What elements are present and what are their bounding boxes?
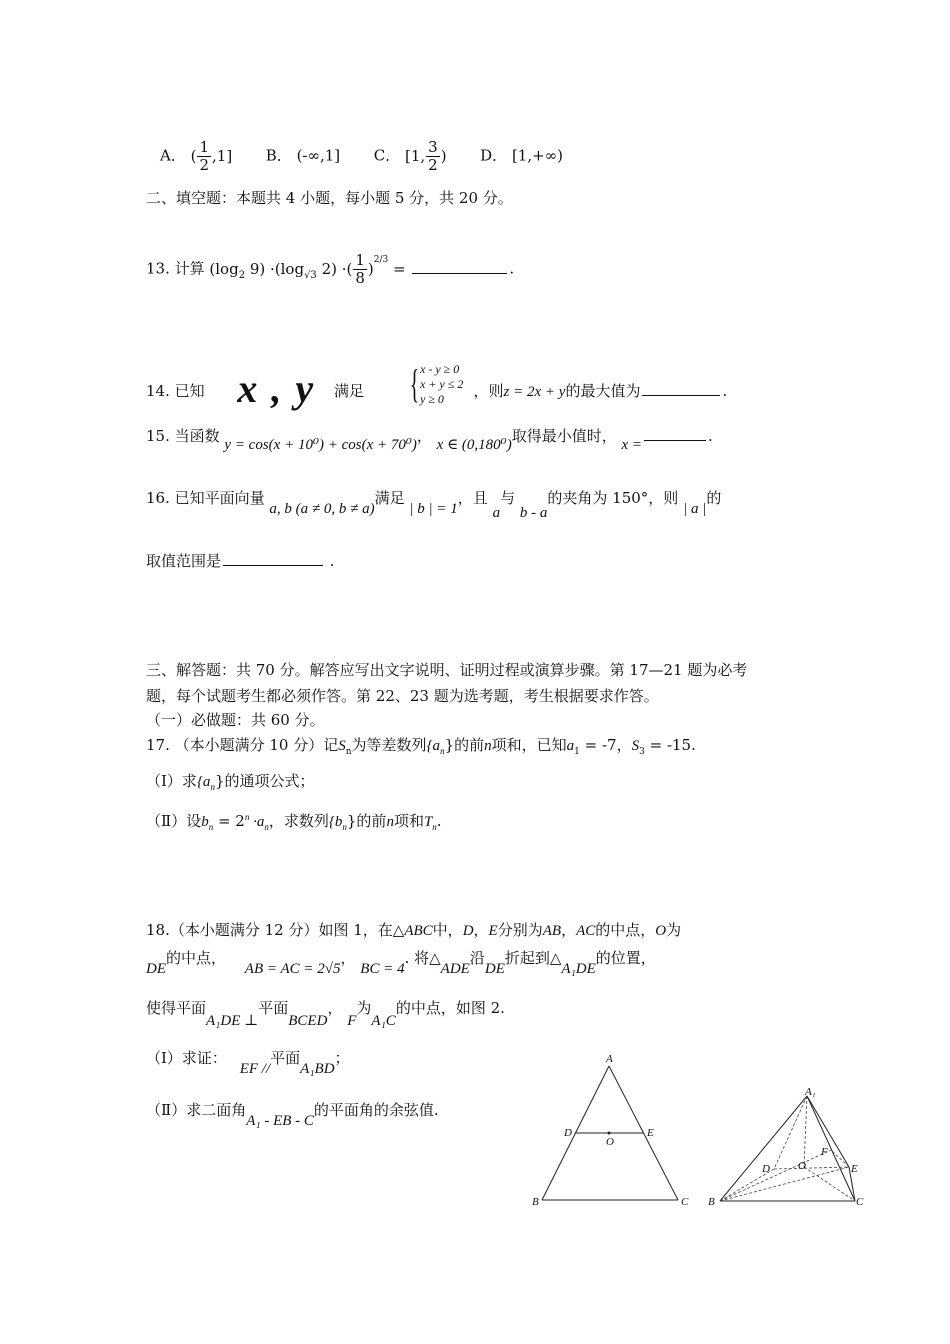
figure-1-triangle [528, 1052, 708, 1212]
question-18-line1: 18.（本小题满分 12 分）如图 1，在△ABC中，D，E分别为AB，AC的中点，O为 [146, 921, 682, 939]
question-17-part1: （Ⅰ）求$\{a_n\}$的通项公式； [146, 772, 315, 792]
q16-vectors: a, b (a ≠ 0, b ≠ a) [269, 501, 375, 517]
q14-objective: z = 2x + y [503, 384, 566, 400]
q14-mid: 满足 [333, 382, 364, 400]
question-18-line2: DE的中点， AB = AC = 2√5， BC = 4. 将△ADE沿DE折起到△A₁DE的位置， [146, 949, 656, 977]
q16-b-norm: | b | = 1 [409, 501, 458, 517]
vertex-label-a: A [606, 1053, 613, 1065]
vertex-label-e: E [647, 1127, 654, 1139]
fraction: $\frac{1}{2}$ [199, 138, 210, 174]
q14-prefix: 14. 已知 [146, 382, 205, 400]
answer-blank[interactable] [412, 272, 507, 274]
vertex-label-c: C [856, 1196, 864, 1208]
figure-2-pyramid [706, 1085, 866, 1215]
q15-prefix: 15. 当函数 [146, 427, 220, 445]
constraint-brace: { [409, 361, 420, 406]
question-18-part2: （Ⅱ）求二面角A₁ - EB - C的平面角的余弦值. [146, 1101, 439, 1129]
question-14: 14. 已知 x , y 满足 ，则z = 2x + y的最大值为 . [146, 366, 728, 411]
vertex-label-c: C [681, 1196, 689, 1208]
q15-function: y = cos(x + 10⁰) + cos(x + 70⁰) [224, 437, 417, 453]
question-18-line3: 使得平面A₁DE ⊥平面BCED， F为A₁C的中点，如图 2. [146, 999, 505, 1029]
question-17-part2: （Ⅱ）设$b_n = 2^n \cdot a_n$，求数列$\{b_n\}$的前n项和$T_n$. [146, 812, 442, 832]
point-label-o: O [606, 1136, 614, 1148]
fraction: $\frac{3}{2}$ [428, 138, 438, 174]
q14-vars: x , y [237, 366, 316, 411]
section3-line2: 题，每个试题考生都必须作答。第 22、23 题为选考题，考生根据要求作答。 [146, 687, 659, 705]
option-c-value: [1, $\frac{3}{2}$ ) [405, 138, 447, 174]
constraint-2: x + y ≤ 2 [420, 377, 464, 391]
option-d-label: D． [480, 146, 508, 165]
question-17: 17. （本小题满分 10 分）记$S_n$为等差数列$\{a_n\}$的前n项和，已知$a_1 = -7$，$S_3 = -15$. [146, 736, 696, 757]
section2-heading: 二、填空题：本题共 4 小题，每小题 5 分，共 20 分。 [146, 189, 513, 207]
answer-blank[interactable] [223, 564, 323, 566]
vertex-label-e: E [851, 1163, 858, 1175]
question-15: 15. 当函数 y = cos(x + 10⁰) + cos(x + 70⁰)， x ∈ (0,180⁰)取得最小值时， x = . [146, 427, 713, 453]
q16-a-norm: | a | [683, 501, 707, 517]
answer-blank[interactable] [642, 394, 720, 396]
question-16-line2: 取值范围是 . [146, 552, 335, 570]
vertex-label-a1: A₁ [805, 1086, 816, 1098]
q13-prefix: 13. 计算 [146, 259, 205, 278]
option-c-label: C． [373, 146, 401, 165]
vertex-label-d: D [762, 1163, 770, 1175]
vertex-label-b: B [532, 1196, 539, 1208]
option-a-value: ( $\frac{1}{2}$ ,1] [190, 138, 233, 174]
question-13: 13. 计算 ($\log_2$ $9) \cdot(\log_{√3}$ 2) ·( $\frac{1}{8}$ )$^{2/3}$ = . [146, 251, 515, 287]
point-label-f: F [821, 1146, 828, 1158]
vertex-label-b: B [708, 1196, 715, 1208]
constraint-1: x - y ≥ 0 [420, 362, 460, 376]
option-b-value: (-∞,1] [296, 146, 341, 165]
vertex-label-d: D [564, 1127, 572, 1139]
q12-options [160, 139, 563, 174]
question-16: 16. 已知平面向量 a, b (a ≠ 0, b ≠ a)满足 | b | = 1，且 a与 b - a的夹角为 150°，则 | a |的 [146, 489, 722, 521]
q16-prefix: 16. 已知平面向量 [146, 489, 265, 507]
q16-b-minus-a: b - a [519, 505, 548, 521]
option-a-label: A． [160, 146, 186, 165]
q16-a: a [492, 505, 501, 521]
q13-expression: ($\log_2$ $9) \cdot(\log_{√3}$ 2) ·( $\frac{1}{8}$ )$^{2/3}$ = [209, 251, 406, 287]
section3-line1: 三、解答题：共 70 分。解答应写出文字说明、证明过程或演算步骤。第 17—21 题为必考 [146, 661, 748, 679]
q14-then: ，则 [473, 382, 504, 400]
option-d-value: [1,+∞) [511, 146, 564, 165]
answer-blank[interactable] [644, 439, 706, 441]
q15-domain: x ∈ (0,180⁰) [436, 437, 512, 453]
option-b-label: B． [265, 146, 292, 165]
question-18-part1: （Ⅰ）求证： EF //平面A₁BD； [146, 1049, 350, 1077]
q15-mid: 取得最小值时， [511, 427, 617, 445]
section3-sub: （一）必做题：共 60 分。 [146, 711, 325, 729]
point-label-o: O [798, 1160, 806, 1172]
q14-suffix: 的最大值为 [565, 382, 641, 400]
q15-answer-var: x = [621, 437, 643, 453]
constraint-3: y ≥ 0 [420, 392, 444, 406]
